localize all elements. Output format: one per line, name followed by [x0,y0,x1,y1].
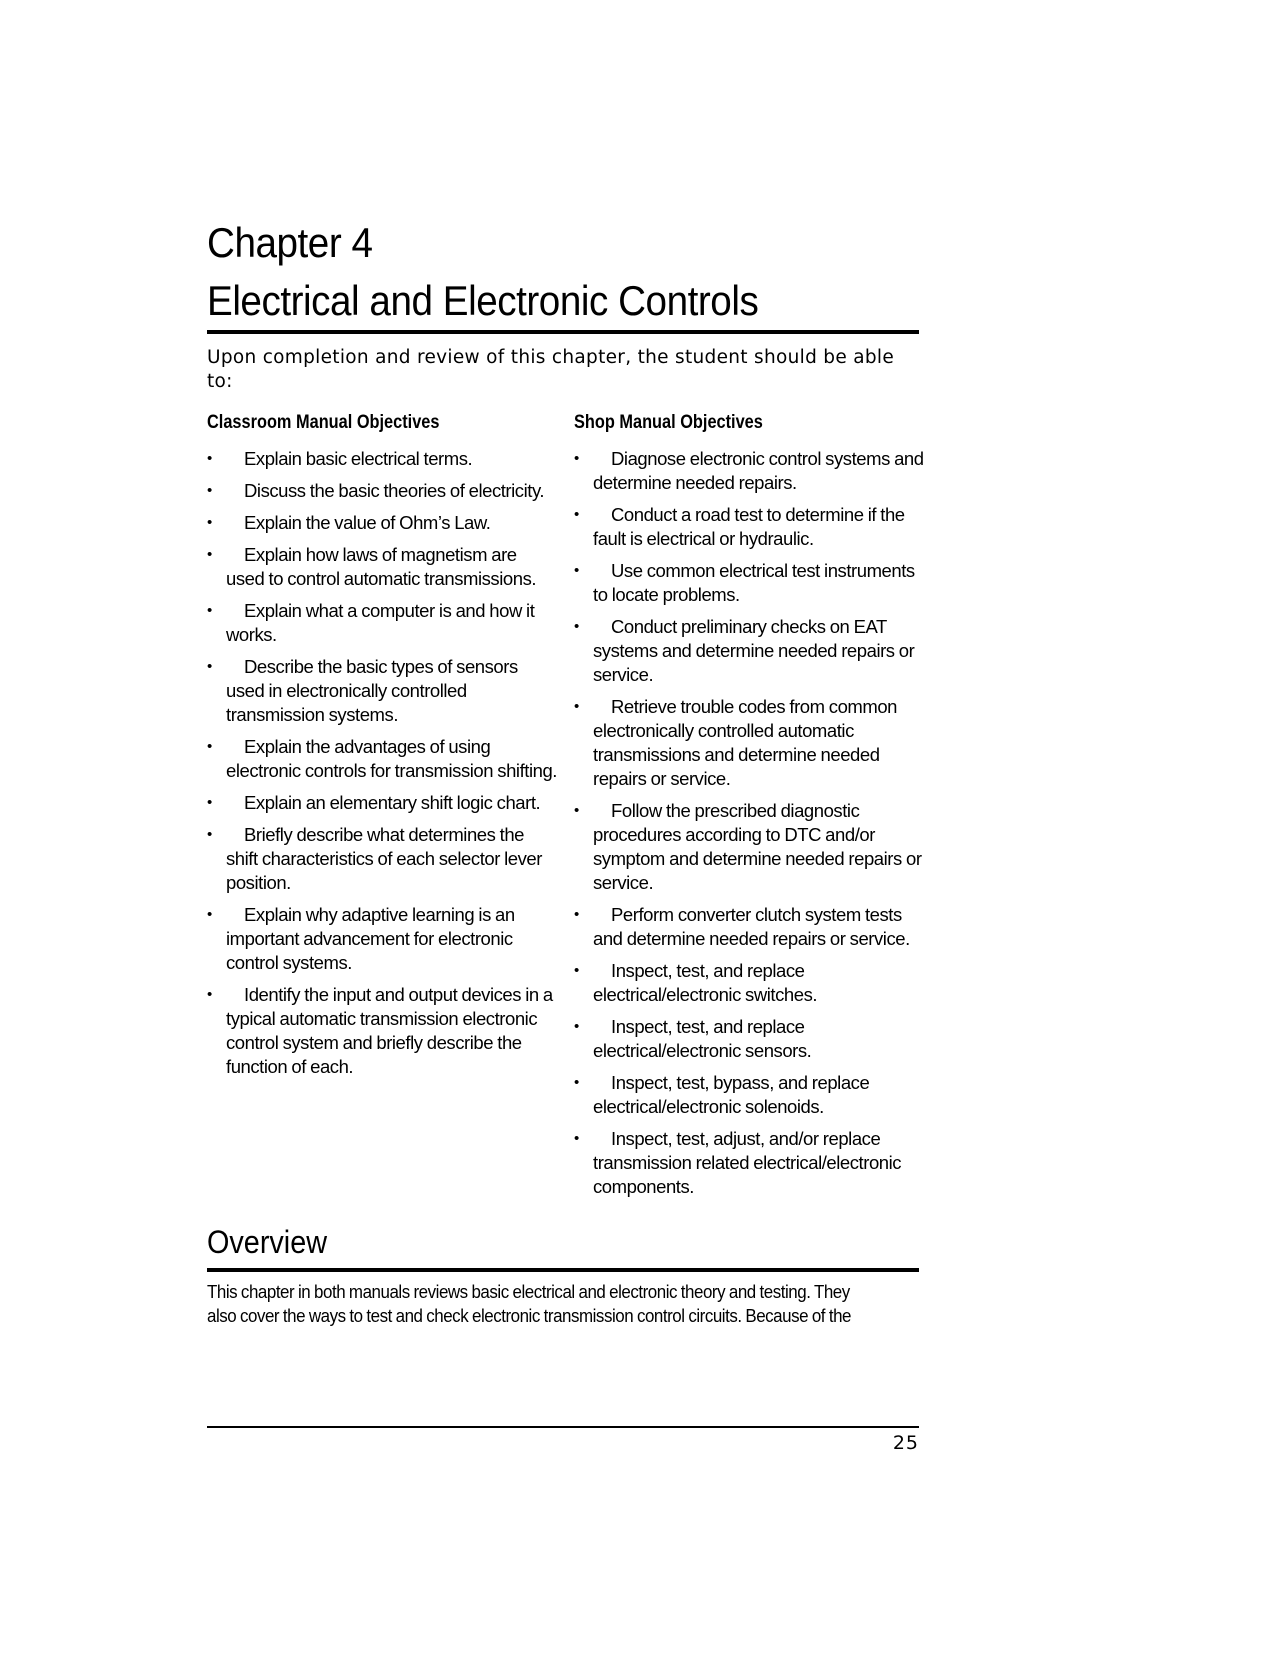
bullet-icon: • [574,698,579,715]
bullet-icon: • [207,738,212,755]
list-item: • Conduct a road test to determine if the fault is electrical or hydraulic. [574,504,905,549]
overview-line: This chapter in both manuals reviews basic electrical and electronic theory and testing. They [207,1281,850,1302]
classroom-heading: Classroom Manual Objectives [207,412,440,433]
bullet-icon: • [207,794,212,811]
list-item: • Explain how laws of magnetism are used to control automatic transmissions. [207,544,537,589]
intro-text: Upon completion and review of this chapter, the student should be able to: [207,347,894,392]
bullet-icon: • [207,514,212,531]
list-item: • Explain an elementary shift logic chart. [207,792,541,813]
chapter-heading [207,214,758,330]
list-item: • Inspect, test, adjust, and/or replace transmission related electrical/electronic components. [574,1128,902,1197]
overview-body [207,1280,921,1328]
list-item: • Inspect, test, and replace electrical/electronic switches. [574,960,818,1005]
list-item: • Discuss the basic theories of electricity. [207,480,545,501]
list-item: • Perform converter clutch system tests and determine needed repairs or service. [574,904,910,949]
overview-line: also cover the ways to test and check electronic transmission control circuits. Because of the [207,1305,852,1326]
shop-list [574,447,926,1199]
bullet-icon: • [574,450,579,467]
list-item: • Explain the advantages of using electronic controls for transmission shifting. [207,736,557,781]
chapter-title: Electrical and Electronic Controls [207,277,759,324]
bullet-icon: • [207,986,212,1003]
overview-heading: Overview [207,1224,328,1260]
bullet-icon: • [207,658,212,675]
bullet-icon: • [207,602,212,619]
bullet-icon: • [574,1074,579,1091]
bullet-icon: • [574,1018,579,1035]
title-rule [207,330,919,334]
list-item: • Diagnose electronic control systems and determine needed repairs. [574,448,924,493]
list-item: • Inspect, test, bypass, and replace electrical/electronic solenoids. [574,1072,870,1117]
bullet-icon: • [574,962,579,979]
list-item: • Retrieve trouble codes from common electronically controlled automatic transmissions and determine needed repairs or service. [574,696,898,789]
list-item: • Briefly describe what determines the shift characteristics of each selector lever position. [207,824,542,893]
bullet-icon: • [574,906,579,923]
bullet-icon: • [574,618,579,635]
shop-objectives [574,411,926,1207]
bullet-icon: • [574,506,579,523]
bullet-icon: • [207,826,212,843]
bullet-icon: • [574,562,579,579]
list-item: • Inspect, test, and replace electrical/electronic sensors. [574,1016,812,1061]
chapter-number: Chapter 4 [207,219,373,266]
list-item: • Explain why adaptive learning is an important advancement for electronic control systems. [207,904,515,973]
classroom-objectives [207,411,559,1087]
page-number: 25 [892,1432,919,1454]
bullet-icon: • [207,546,212,563]
list-item: • Identify the input and output devices in a typical automatic transmission electronic control system and briefly describe the function of each. [207,984,553,1077]
bullet-icon: • [574,1130,579,1147]
bullet-icon: • [574,802,579,819]
list-item: • Follow the prescribed diagnostic procedures according to DTC and/or symptom and determine needed repairs or service. [574,800,922,893]
classroom-list [207,447,559,1079]
list-item: • Use common electrical test instruments to locate problems. [574,560,915,605]
list-item: • Explain what a computer is and how it works. [207,600,535,645]
list-item: • Explain basic electrical terms. [207,448,473,469]
bullet-icon: • [207,906,212,923]
bullet-icon: • [207,482,212,499]
list-item: • Explain the value of Ohm’s Law. [207,512,491,533]
overview-rule [207,1268,919,1272]
footer-rule [207,1426,919,1428]
shop-heading: Shop Manual Objectives [574,412,763,433]
list-item: • Describe the basic types of sensors used in electronically controlled transmission systems. [207,656,518,725]
list-item: • Conduct preliminary checks on EAT systems and determine needed repairs or service. [574,616,915,685]
bullet-icon: • [207,450,212,467]
document-page [207,0,924,1656]
